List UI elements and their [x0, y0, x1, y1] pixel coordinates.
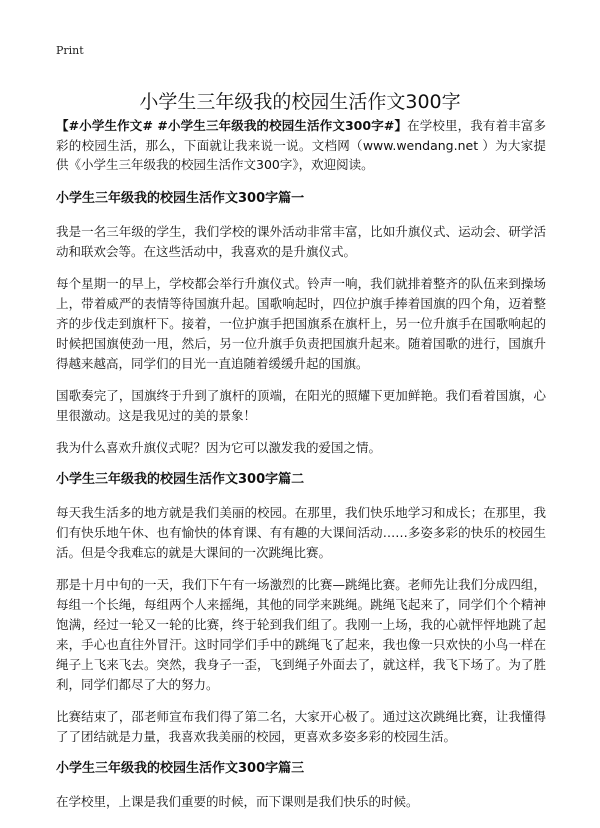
section-3-paragraph: 在学校里，上课是我们重要的时候，而下课则是我们快乐的时候。: [56, 793, 419, 809]
section-2-paragraph: 每天我生活多的地方就是我们美丽的校园。在那里，我们快乐地学习和成长；在那里，我们有快乐地午休、也有愉快的体育课、有有趣的大课间活动……多姿多彩的快乐的校园生活。但是令我难忘的就是大课间的一次跳绳比赛。: [56, 504, 546, 560]
section-2-paragraph: 那是十月中旬的一天，我们下午有一场激烈的比赛—跳绳比赛。老师先让我们分成四组，每组一个长绳，每组两个人来摇绳，其他的同学来跳绳。跳绳飞起来了，同学们个个精神饱满，经过一轮又一轮的比赛，终于轮到我们组了。我刚一上场，我的心就怦怦地跳了起来，手心也直往外冒汗。这时同学们手中的跳绳飞了起来，我也像一只欢快的小鸟一样在绳子上飞来飞去。突然，我身子一歪，飞到绳子外面去了，就这样，我飞下场了。为了胜利，同学们都尽了大的努力。: [56, 576, 546, 692]
section-2-heading: 小学生三年级我的校园生活作文300字篇二: [56, 471, 305, 487]
intro-text: 在学校里，我有着丰富多彩的校园生活，那么，下面就让我来说一说。文档网（www.wendang.net ）为大家提供《小学生三年级我的校园生活作文300字》，欢迎阅读。: [56, 118, 546, 172]
section-2-paragraph: 比赛结束了，邵老师宣布我们得了第二名，大家开心极了。通过这次跳绳比赛，让我懂得了了团结就是力量，我喜欢我美丽的校园，更喜欢多姿多彩的校园生活。: [56, 708, 546, 744]
section-1-paragraph: 我是一名三年级的学生，我们学校的课外活动非常丰富，比如升旗仪式、运动会、研学活动和联欢会等。在这些活动中，我喜欢的是升旗仪式。: [56, 223, 546, 259]
article-body: [56, 116, 546, 824]
section-1-paragraph: 我为什么喜欢升旗仪式呢？因为它可以激发我的爱国之情。: [56, 439, 382, 455]
section-1-paragraph: 每个星期一的早上，学校都会举行升旗仪式。铃声一响，我们就排着整齐的队伍来到操场上，带着威严的表情等待国旗升起。国歌响起时，四位护旗手捧着国旗的四个角，迈着整齐的步伐走到旗杆下。接着，一位护旗手把国旗系在旗杆上，另一位升旗手在国歌响起的时候把国旗使劲一甩，然后，另一位升旗手负责把国旗升起来。随着国歌的进行，国旗升得越来越高，同学们的目光一直追随着缓缓升起的国旗。: [56, 275, 546, 371]
intro-paragraph: [56, 116, 546, 175]
article-title: 小学生三年级我的校园生活作文300字: [139, 90, 461, 113]
section-3-heading: 小学生三年级我的校园生活作文300字篇三: [56, 760, 305, 776]
intro-tag: 【#小学生作文# #小学生三年级我的校园生活作文300字#】: [56, 118, 408, 133]
section-1-paragraph: 国歌奏完了，国旗终于升到了旗杆的顶端，在阳光的照耀下更加鲜艳。我们看着国旗，心里很激动。这是我见过的美的景象！: [56, 387, 546, 423]
section-1-heading: 小学生三年级我的校园生活作文300字篇一: [56, 190, 305, 206]
print-link[interactable]: Print: [56, 44, 84, 57]
